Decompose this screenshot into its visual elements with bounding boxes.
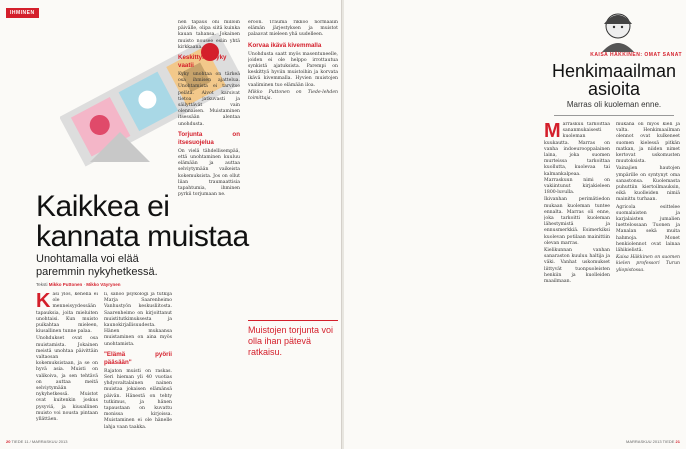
portrait-drawing xyxy=(596,8,640,52)
section-tag: IHMINEN xyxy=(6,8,39,18)
column-label: KAISA HÄKKINEN: OMAT SANAT xyxy=(590,52,682,58)
right-page xyxy=(344,0,686,449)
column-4: eroon. Trauma rikkoo normaalin elämän järjestyksen ja muistot palaavat mieleen yhä uudelleen. Korvaa ikävä kivemmalla Unohdusta saatt myös masentuneelle, joiden ei ole helppo irrottautua synkistä ajatuksista. Parempi on keskittyä hyviin muistoihin ja korvata ikävä kivemmalla. Hyvien muistojen vaaliminen tuo elämään iloa. Mikko Puttonen on Tiede-lehden toimittaja. xyxy=(248,20,338,102)
subheading: Korvaa ikävä kivemmalla xyxy=(248,41,322,49)
dropcap: K xyxy=(36,292,51,312)
byline: Teksti Mikko Puttonen · Mikko Väyrynen xyxy=(36,282,121,287)
column-3: nen tapaus oni milloin päivälle, olipa siitä kuinka kauan tahansa. Jokainen muisto nousee esiin yhtä kirkkaana. Keskittymiskyky vaatii Kyky unohtaa on tärkeä osa ihmisen ajattelua. Unohtamista ei tarvitse pelätä. Aivot karsivat tietoa jatkuvasti ja säilyttävät vain olennaisen. Muistaminen itsessään alentaa unohdusta. Torjunta on itsesuojelua On vielä tähdellisempää, että unohtaminen kuuluu elämään ja auttaa selviytymään vaikeista kokemuksista. Jos on ollut liian traumaattisia tapahtumia, ihminen pyrkii torjumaan ne. xyxy=(178,20,240,198)
subheading: Keskittymiskyky vaatii xyxy=(178,54,227,70)
dropcap: M xyxy=(544,122,561,142)
article-title: Kaikkea ei kannata muistaa xyxy=(36,190,249,253)
article-lead: Unohtamalla voi elää paremmin nykyhetkessä. xyxy=(36,253,158,278)
pull-quote: Muistojen torjunta voi olla ihan pätevä ratkaisu. xyxy=(248,320,338,358)
column-1: K äsi ylös, kenellä ei ole menneisyydessään tapauksia, joita mieluiten unohtaisi. Kun muisto puikahtaa mieleen, kiusallinen tunne palaa. Unohdukset ovat osa muistamista. Jokainen meistä unohtaa päivittäin valtaosan kokemuksistaan, ja se on hyvä asia. Muisti on valikoiva, ja sen tehtävä on auttaa meitä selviytymään nykyhetkessä. Muistot ovat kuitenkin joskus pysyviä, ja kiusallinen muisto voi nousta pintaan yllättäen. xyxy=(36,292,98,423)
column-2: mukana oli myös kieli ja valta. Henkimaailman olennot ovat kulkeneet suomen kielessä pitkän matkan, ja niiden nimet kertovat uskomusten muutoksista. Vainajien hautojen ympärille on syntynyt oma sanastonsa. Kuolemasta puhuttiin kiertoilmauksin, eikä kuolleiden nimiä mainittu turhaan. Agricola esittelee suomalaisten ja karjalaisten jumalien luettelossaan Tuonen ja Manalan sekä muita hahmoja. Monet henkiolennot ovat lainaa lähikielistä. Kaisa Häkkinen on suomen kielen professori Turun yliopistossa. xyxy=(616,122,680,273)
subheading: Torjunta on itsesuojelua xyxy=(178,130,240,146)
column-2: li, sanoo psykologi ja tutkija Marja Saarenheimo Vanhustyön keskusliitosta. Saarenheimo on kirjoittanut muistitutkimuksesta ja kaunokirjallisuudesta. Hänen mukaansa muistaminen on aina myös unohtamista. "Elämä pyörii pääsään" Rajaton muisti on raskas. Seri hieman yli 40 vuotias yhdysvaltalainen nainen muistaa jokaisen elämänsä päivän. Hänestä on tehty tutkimus, ja hänen tapaustaan on kuvattu monissa kirjoissa. Muistaminen ei ole hänelle lahja vaan taakka. xyxy=(104,292,172,430)
footer-right: MARRASKUU 2013 TIEDE 21 xyxy=(626,439,680,444)
left-page xyxy=(0,0,342,449)
footer-left: 20 TIEDE 11 / MARRASKUU 2013 xyxy=(6,439,68,444)
column-deck: Marras oli kuoleman enne. xyxy=(566,100,662,109)
column-title: Henkimaailman asioita xyxy=(551,61,677,99)
subheading: "Elämä pyörii pääsään" xyxy=(104,350,172,366)
column-1: M arraskuu tarkoittaa sananmukaisesti kuoleman kuukautta. Marras on vanha indoeurooppalainen laina, joka suomen murteissa tarkoittaa kuollutta, kuolevaa tai kalmankalpeaa. Marraskuun nimi on vakiintunut kirjakieleen 1800-luvulla. Ikivanhan perimätiedon mukaan kuoleman tuntee ennalta. Marras oli enne, joka tarkoitti kuoleman lähestymistä ja ennusmerkkiä. Esimerkiksi kuolevan potilaan mainittiin olevan marras. Kielikunnan vanhan sanaraston kuuluu haltija ja väki. Vanhat uskomukset liittyvät tuonpuoleisten henkiin ja kuolleiden maailmaan. xyxy=(544,122,610,285)
divider xyxy=(554,115,674,116)
